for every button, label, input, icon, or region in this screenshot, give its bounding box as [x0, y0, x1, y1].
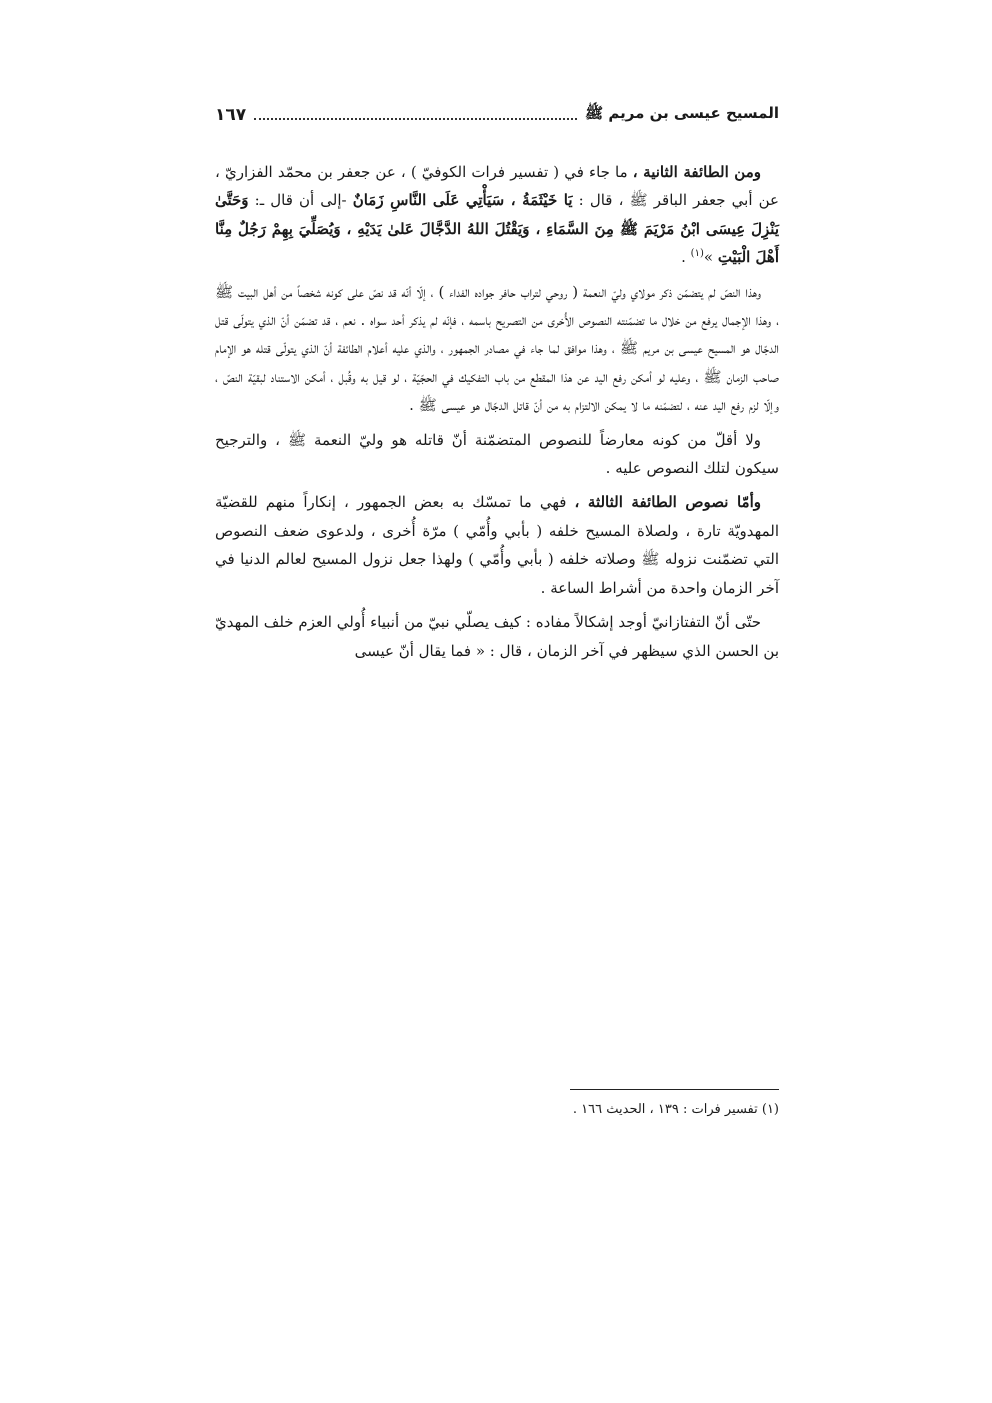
- body-text: [215, 158, 779, 665]
- paragraph-1: [215, 158, 779, 272]
- hadith-quote: يَا خَيْثَمَةُ ، سَيَأْتِي عَلَى النَّاسِ زَمَانٌ: [352, 191, 573, 210]
- paragraph-text: ما جاء في ( تفسير فرات الكوفيّ ) ، عن جعفر بن محمّد الفزاريّ ، عن أبي جعفر الباقر ﷺ ، قال :: [215, 163, 780, 210]
- paragraph-2: وهذا النصّ لم يتضمّن ذكر مولاي وليّ النعمة ( روحي لتراب حافر جواده الفداء ) ، إلّا أنّه قد نصّ على كونه شخصاً من أهل البيت ﷺ ، وهذا الإجمال يرفع من خلال ما تضمّنته النصوص الأُخرى من التصريح باسمه ، فإنّه لم يذكر أحد سواه . نعم ، قد تضمّن أنّ الذي يتولّى قتل الدجّال هو المسيح عيسى بن مريم ﷺ ، وهذا موافق لما جاء في مصادر الجمهور ، والذي عليه أعلام الطائفة أنّ الذي يتولّى قتله هو الإمام صاحب الزمان ﷺ ، وعليه لو أمكن رفع اليد عن هذا المقطع من باب التفكيك في الحجّيّة ، لو قيل به وقُبل ، أمكن الاستناد لبقيّة النصّ ، وإلّا لزم رفع اليد عنه ، لتضمّنه ما لا يمكن الالتزام به من أنّ قاتل الدجّال هو عيسى ﷺ .: [215, 282, 779, 415]
- hadith-quote: وَحَتَّىٰ يَنْزِلَ عِيسَى ابْنُ مَرْيَمَ ﷺ مِنَ السَّمَاءِ ، وَيَقْتُلَ اللهُ الدَّجَّالَ عَلىٰ يَدَيْهِ ، وَيُصَلِّيَ بِهِمْ رَجُلٌ مِنَّا أَهْلَ الْبَيْتِ: [215, 191, 779, 267]
- paragraph-4: [215, 488, 779, 602]
- paragraph-text: -إلى أن قال ـ:: [248, 191, 353, 210]
- paragraph-3: ولا أقلّ من كونه معارضاً للنصوص المتضمّنة أنّ قاتله هو وليّ النعمة ﷺ ، والترجيح سيكون لتلك النصوص عليه .: [215, 430, 779, 478]
- leader-dots: [254, 118, 577, 120]
- footnote-reference: (١): [690, 248, 704, 260]
- page-number: ١٦٧: [215, 105, 247, 125]
- footnote-divider: [570, 1089, 779, 1090]
- running-header: [215, 100, 779, 130]
- section-lead: وأمّا نصوص الطائفة الثالثة ،: [574, 493, 762, 512]
- paragraph-5: حتّى أنّ التفتازانيّ أوجد إشكالاً مفاده : كيف يصلّي نبيّ من أنبياء أُولي العزم خلف المهديّ بن الحسن الذي سيظهر في آخر الزمان ، قال : « فما يقال أنّ عيسى: [215, 613, 779, 660]
- section-lead: ومن الطائفة الثانية ،: [632, 163, 762, 181]
- footnote: (١) تفسير فرات : ١٣٩ ، الحديث ١٦٦ .: [572, 1102, 779, 1117]
- paragraph-text: .: [681, 248, 691, 267]
- paragraph-text: فهي ما تمسّك به بعض الجمهور ، إنكاراً منهم للقضيّة المهدويّة تارة ، ولصلاة المسيح خلفه ( بأبي وأُمّي ) مرّة أُخرى ، ولدعوى ضعف النصوص التي تضمّنت نزوله ﷺ وصلاته خلفه ( بأبي وأُمّي ) ولهذا جعل نزول المسيح لعالم الدنيا في آخر الزمان واحدة من أشراط الساعة .: [215, 493, 779, 597]
- running-title: المسيح عيسى بن مريم ﷺ: [585, 104, 779, 122]
- paragraph-text: »: [703, 248, 718, 267]
